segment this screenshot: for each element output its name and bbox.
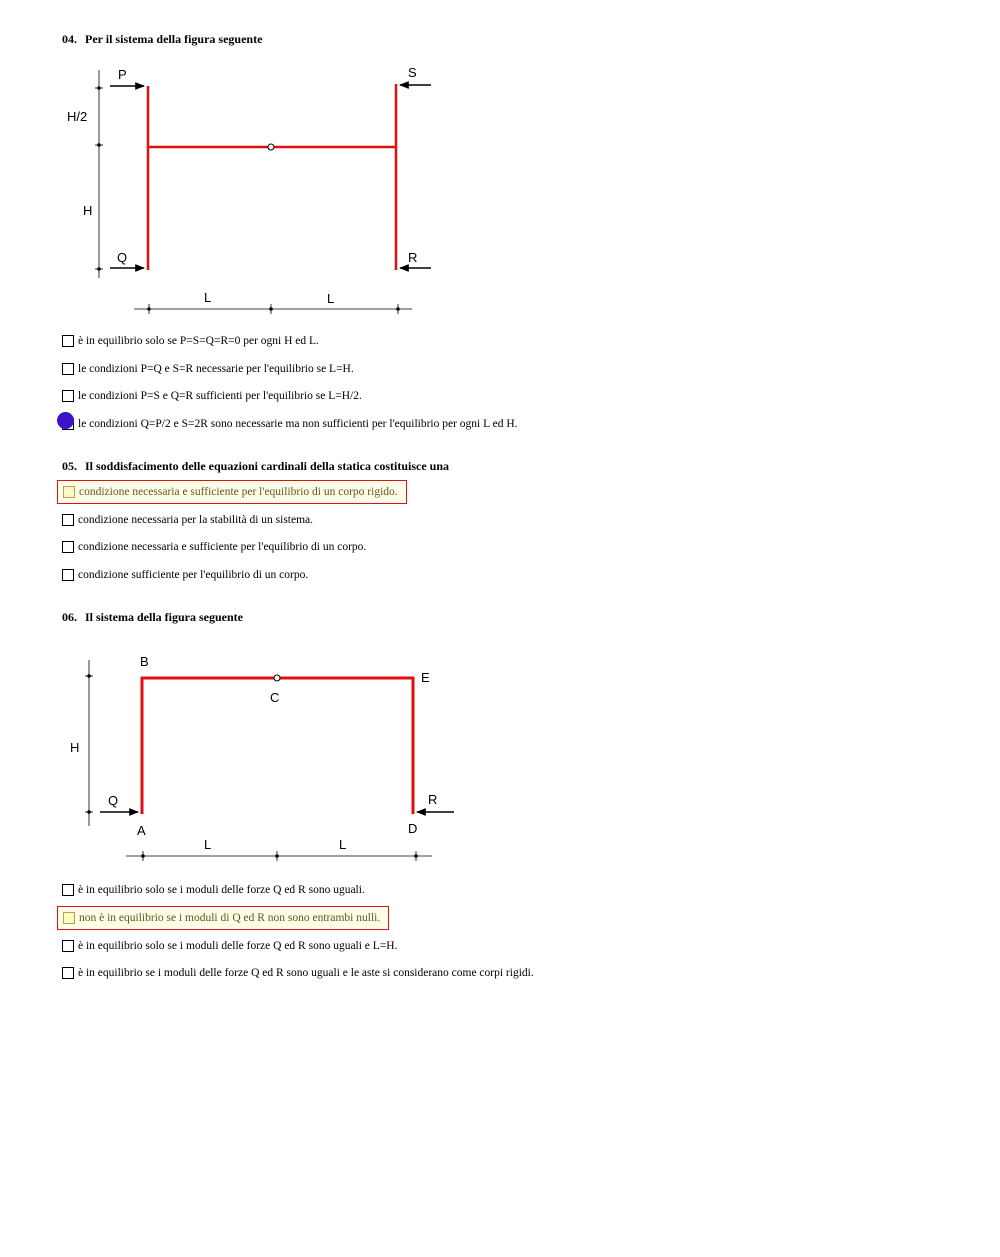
question-number: 06. [62,610,77,624]
label-l-right: L [339,837,347,852]
option-text: condizione necessaria per la stabilità di un sistema. [78,514,314,526]
question-text: Per il sistema della figura seguente [85,32,263,46]
label-l-left: L [204,290,212,305]
label-h: H [70,740,80,755]
option-text: è in equilibrio solo se i moduli delle forze Q ed R sono uguali. [78,884,365,896]
checkbox[interactable] [62,569,74,581]
q04-option-1[interactable] [62,333,319,349]
label-r: R [408,250,418,265]
label-b: B [140,654,149,669]
checkbox[interactable] [62,514,74,526]
label-q: Q [117,250,128,265]
label-q: Q [108,793,119,808]
q05-option-2[interactable] [62,512,313,528]
q04-option-2[interactable] [62,361,354,377]
question-06-title [62,610,243,625]
option-text: è in equilibrio solo se i moduli delle forze Q ed R sono uguali e L=H. [78,940,398,952]
label-l-left: L [204,837,212,852]
checkbox[interactable] [62,940,74,952]
q04-option-4[interactable] [62,416,518,432]
label-a: A [137,823,146,838]
label-c: C [270,690,280,705]
label-r: R [428,792,438,807]
label-h-half: H/2 [67,109,88,124]
figure-06 [70,654,454,861]
option-text: condizione necessaria e sufficiente per l'equilibrio di un corpo rigido. [79,486,398,498]
hinge-c [274,675,280,681]
q06-option-1[interactable] [62,882,365,898]
q04-option-3[interactable] [62,388,362,404]
checkbox[interactable] [63,912,75,924]
checkbox[interactable] [62,390,74,402]
checkbox[interactable] [62,967,74,979]
question-number: 05. [62,459,77,473]
option-text: le condizioni P=S e Q=R sufficienti per l'equilibrio se L=H/2. [78,390,362,402]
figure-04 [67,65,431,314]
question-05-title [62,459,449,474]
option-text: condizione sufficiente per l'equilibrio di un corpo. [78,569,309,581]
label-p: P [118,67,127,82]
option-text: le condizioni P=Q e S=R necessarie per l'equilibrio se L=H. [78,363,354,375]
label-h: H [83,203,93,218]
question-text: Il soddisfacimento delle equazioni cardinali della statica costituisce una [85,459,450,473]
option-text: non è in equilibrio se i moduli di Q ed R non sono entrambi nulli. [79,912,381,924]
checkbox[interactable] [62,363,74,375]
label-s: S [408,65,417,80]
q05-option-4[interactable] [62,567,308,583]
label-l-right: L [327,291,335,306]
option-text: è in equilibrio se i moduli delle forze Q ed R sono uguali e le aste si considerano come corpi rigidi. [78,967,534,979]
question-text: Il sistema della figura seguente [85,610,243,624]
checkbox[interactable] [62,884,74,896]
option-text: condizione necessaria e sufficiente per l'equilibrio di un corpo. [78,541,367,553]
option-text: è in equilibrio solo se P=S=Q=R=0 per ogni H ed L. [78,335,319,347]
q05-option-1-correct[interactable] [57,480,407,504]
q06-option-2-correct[interactable] [57,906,389,930]
checkbox[interactable] [62,541,74,553]
q06-option-3[interactable] [62,938,397,954]
label-e: E [421,670,430,685]
label-d: D [408,821,418,836]
q05-option-3[interactable] [62,539,366,555]
q06-option-4[interactable] [62,965,534,981]
selection-marker [57,412,74,429]
question-number: 04. [62,32,77,46]
checkbox[interactable] [62,335,74,347]
checkbox[interactable] [63,486,75,498]
hinge [268,144,274,150]
option-text: le condizioni Q=P/2 e S=2R sono necessarie ma non sufficienti per l'equilibrio per ogni L ed H. [78,418,518,430]
